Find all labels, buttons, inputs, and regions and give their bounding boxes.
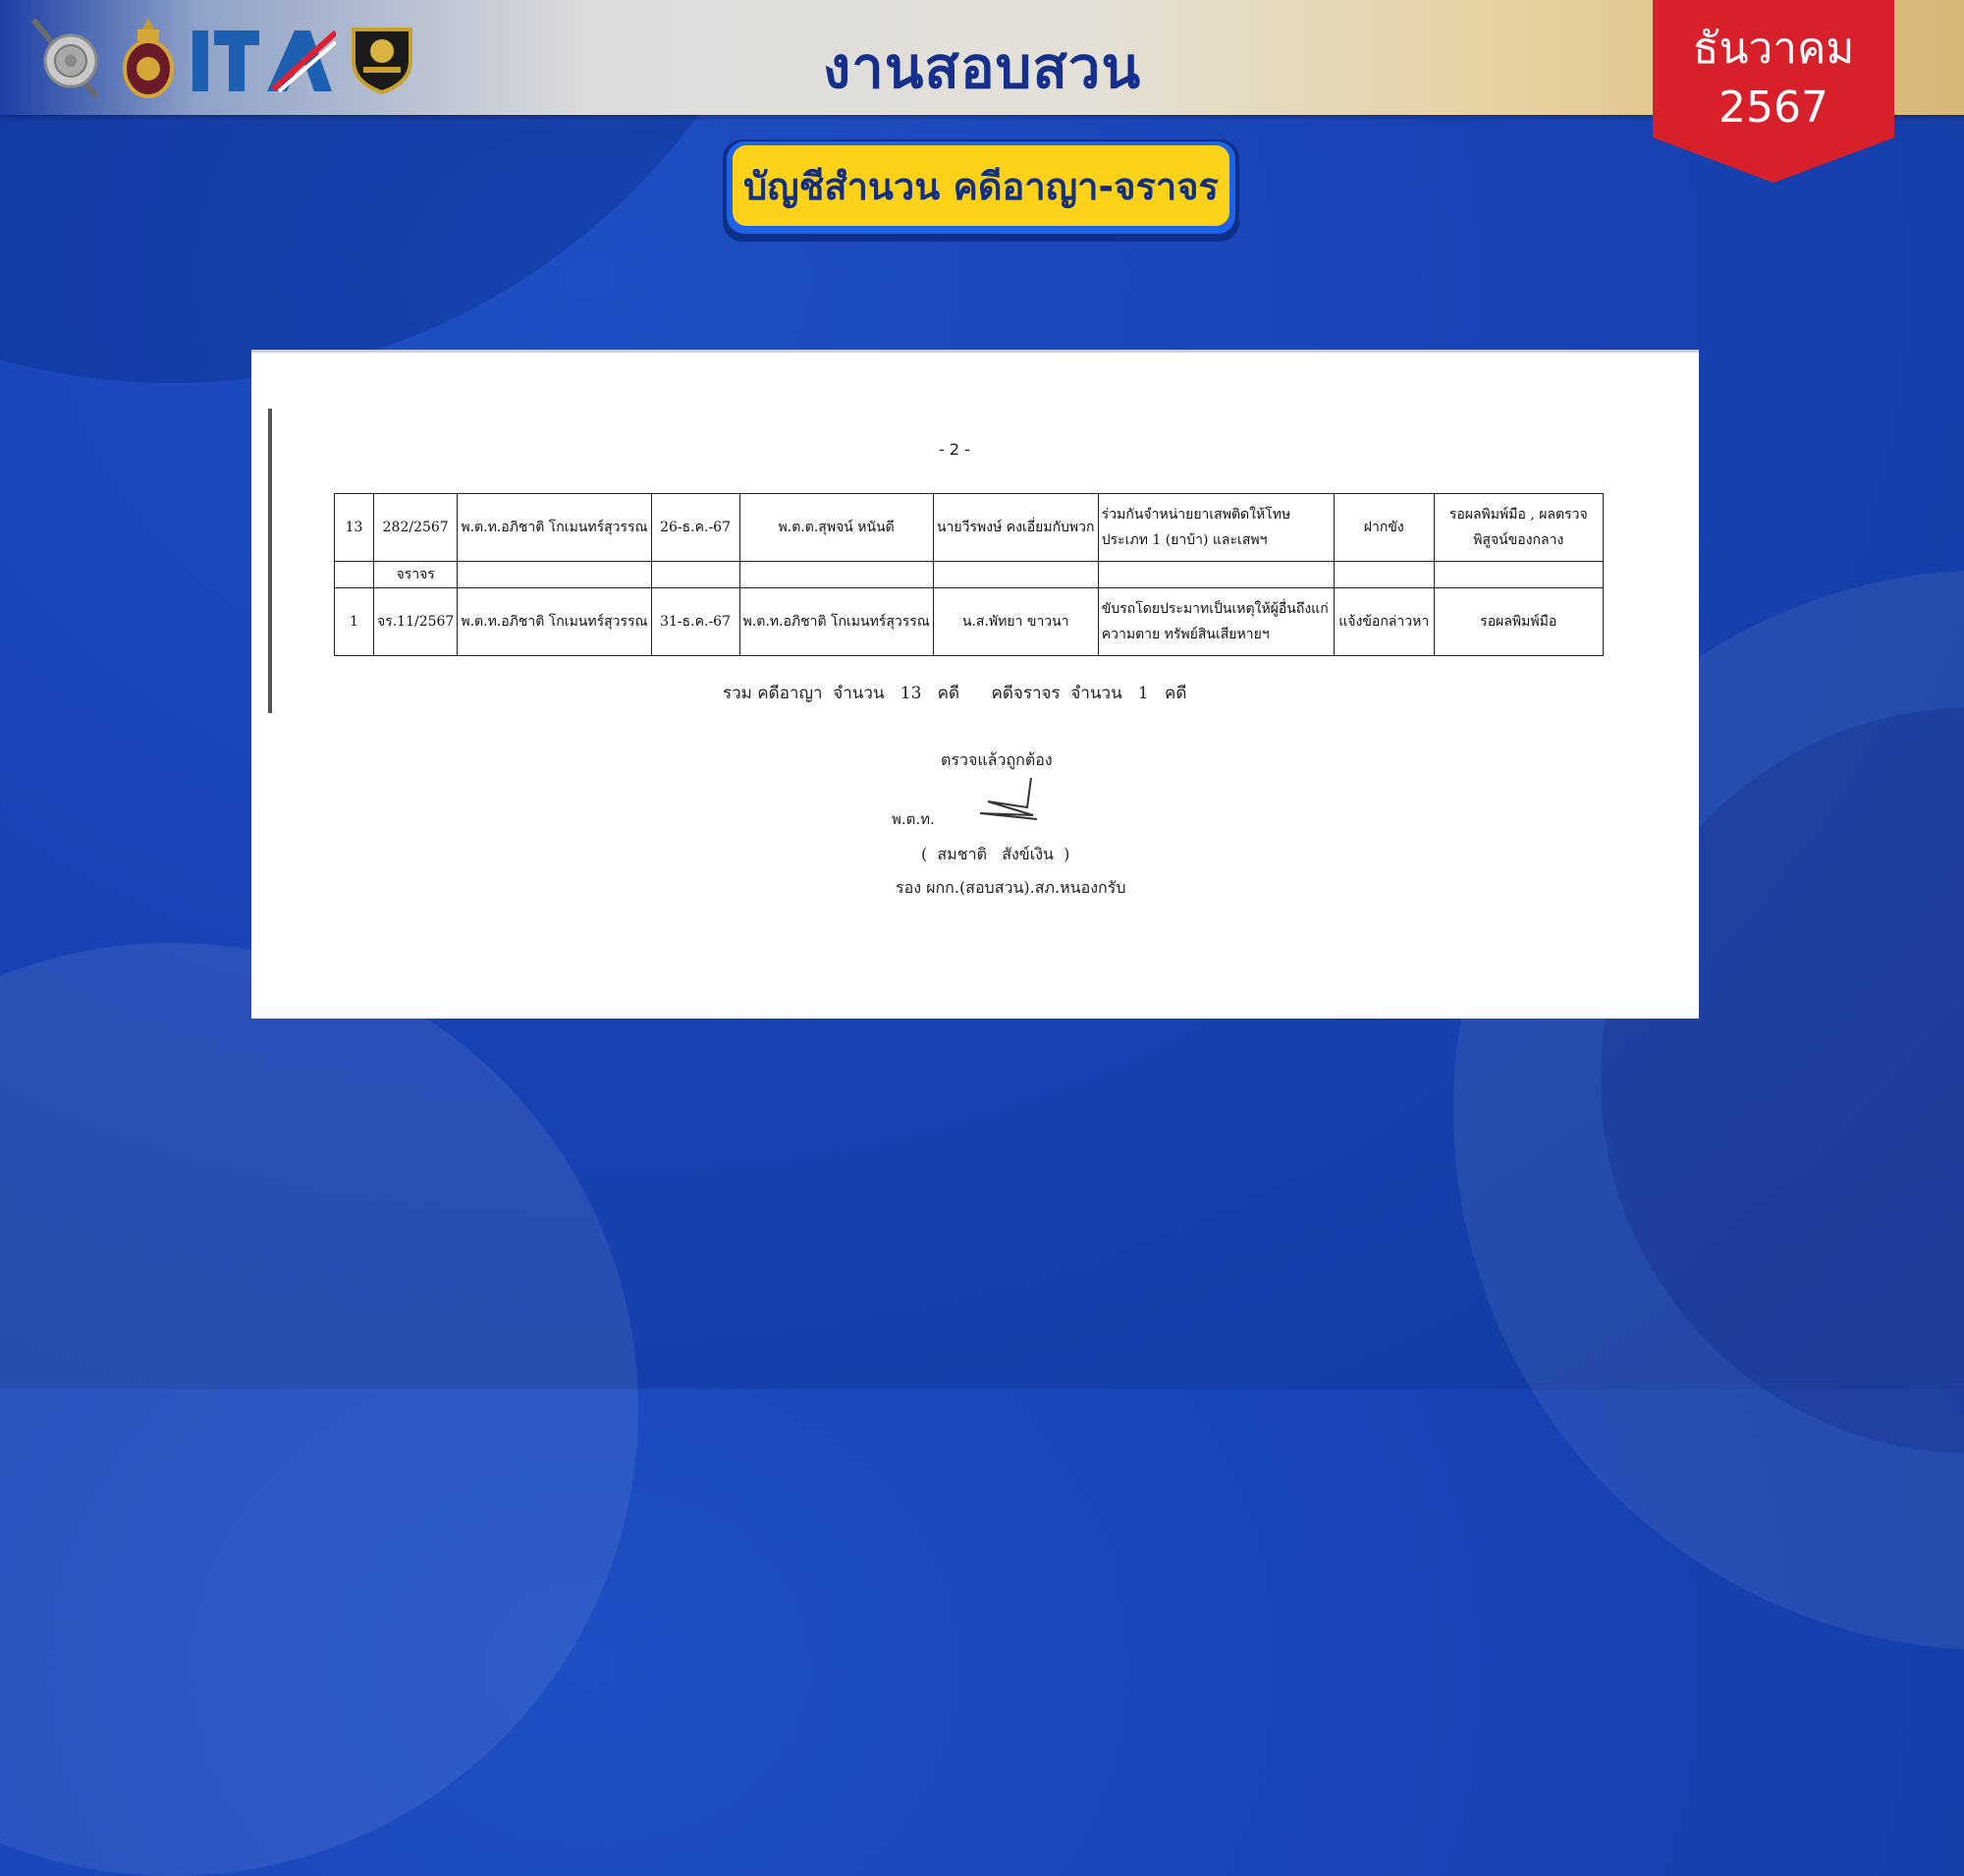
cell-status: ฝากขัง	[1334, 494, 1434, 562]
verified-label: ตรวจแล้วถูกต้อง	[941, 750, 1053, 769]
cell-result: รอผลพิมพ์มือ , ผลตรวจพิสูจน์ของกลาง	[1434, 494, 1603, 562]
cell-date: 31-ธ.ค.-67	[651, 588, 739, 656]
cell-no: 13	[335, 494, 374, 562]
cell-charge	[1098, 562, 1334, 588]
table-row	[335, 588, 1604, 656]
page-number: - 2 -	[939, 440, 970, 459]
cell-accused: นายวีรพงษ์ คงเอี่ยมกับพวก	[933, 494, 1098, 562]
case-table	[334, 493, 1604, 656]
section-banner: บัญชีสำนวน คดีอาญา-จราจร	[733, 145, 1229, 226]
month-label: ธันวาคม	[1692, 24, 1855, 74]
year-label: 2567	[1718, 83, 1828, 133]
cell-investigator	[458, 562, 651, 588]
signature-image	[976, 772, 1045, 833]
cell-accused	[933, 562, 1098, 588]
cell-case-no: 282/2567	[374, 494, 458, 562]
cell-investigator: พ.ต.ท.อภิชาติ โกเมนทร์สุวรรณ	[458, 588, 651, 656]
table-row	[335, 562, 1604, 588]
scanned-document	[251, 350, 1699, 1019]
cell-status	[1334, 562, 1434, 588]
cell-complainant: พ.ต.ต.สุพจน์ หนันดี	[739, 494, 933, 562]
cell-no	[335, 562, 374, 588]
document-border	[251, 350, 1699, 353]
cell-section-label: จราจร	[374, 562, 458, 588]
page-title: งานสอบสวน	[822, 34, 1142, 101]
scan-edge	[268, 409, 272, 713]
cell-result	[1434, 562, 1603, 588]
cell-investigator: พ.ต.ท.อภิชาติ โกเมนทร์สุวรรณ	[458, 494, 651, 562]
cell-complainant	[739, 562, 933, 588]
cell-date: 26-ธ.ค.-67	[651, 494, 739, 562]
cell-charge: ขับรถโดยประมาทเป็นเหตุให้ผู้อื่นถึงแก่ความตาย ทรัพย์สินเสียหายฯ	[1098, 588, 1334, 656]
signer-name: ( สมชาติ สังข์เงิน )	[921, 845, 1070, 863]
cell-complainant: พ.ต.ท.อภิชาติ โกเมนทร์สุวรรณ	[739, 588, 933, 656]
signer-rank: พ.ต.ท.	[892, 810, 935, 828]
cell-result: รอผลพิมพ์มือ	[1434, 588, 1603, 656]
cell-status: แจ้งข้อกล่าวหา	[1334, 588, 1434, 656]
case-summary: รวม คดีอาญา จำนวน 13 คดี คดีจราจร จำนวน 1 คดี	[723, 684, 1187, 703]
date-badge	[1653, 20, 1894, 138]
signer-position: รอง ผกก.(สอบสวน).สภ.หนองกรับ	[896, 878, 1126, 897]
cell-case-no: จร.11/2567	[374, 588, 458, 656]
cell-date	[651, 562, 739, 588]
table-row	[335, 494, 1604, 562]
cell-no: 1	[335, 588, 374, 656]
cell-charge: ร่วมกันจำหน่ายยาเสพติดให้โทษประเภท 1 (ยาบ้า) และเสพฯ	[1098, 494, 1334, 562]
background-shape	[0, 943, 638, 1876]
cell-accused: น.ส.พัทยา ขาวนา	[933, 588, 1098, 656]
